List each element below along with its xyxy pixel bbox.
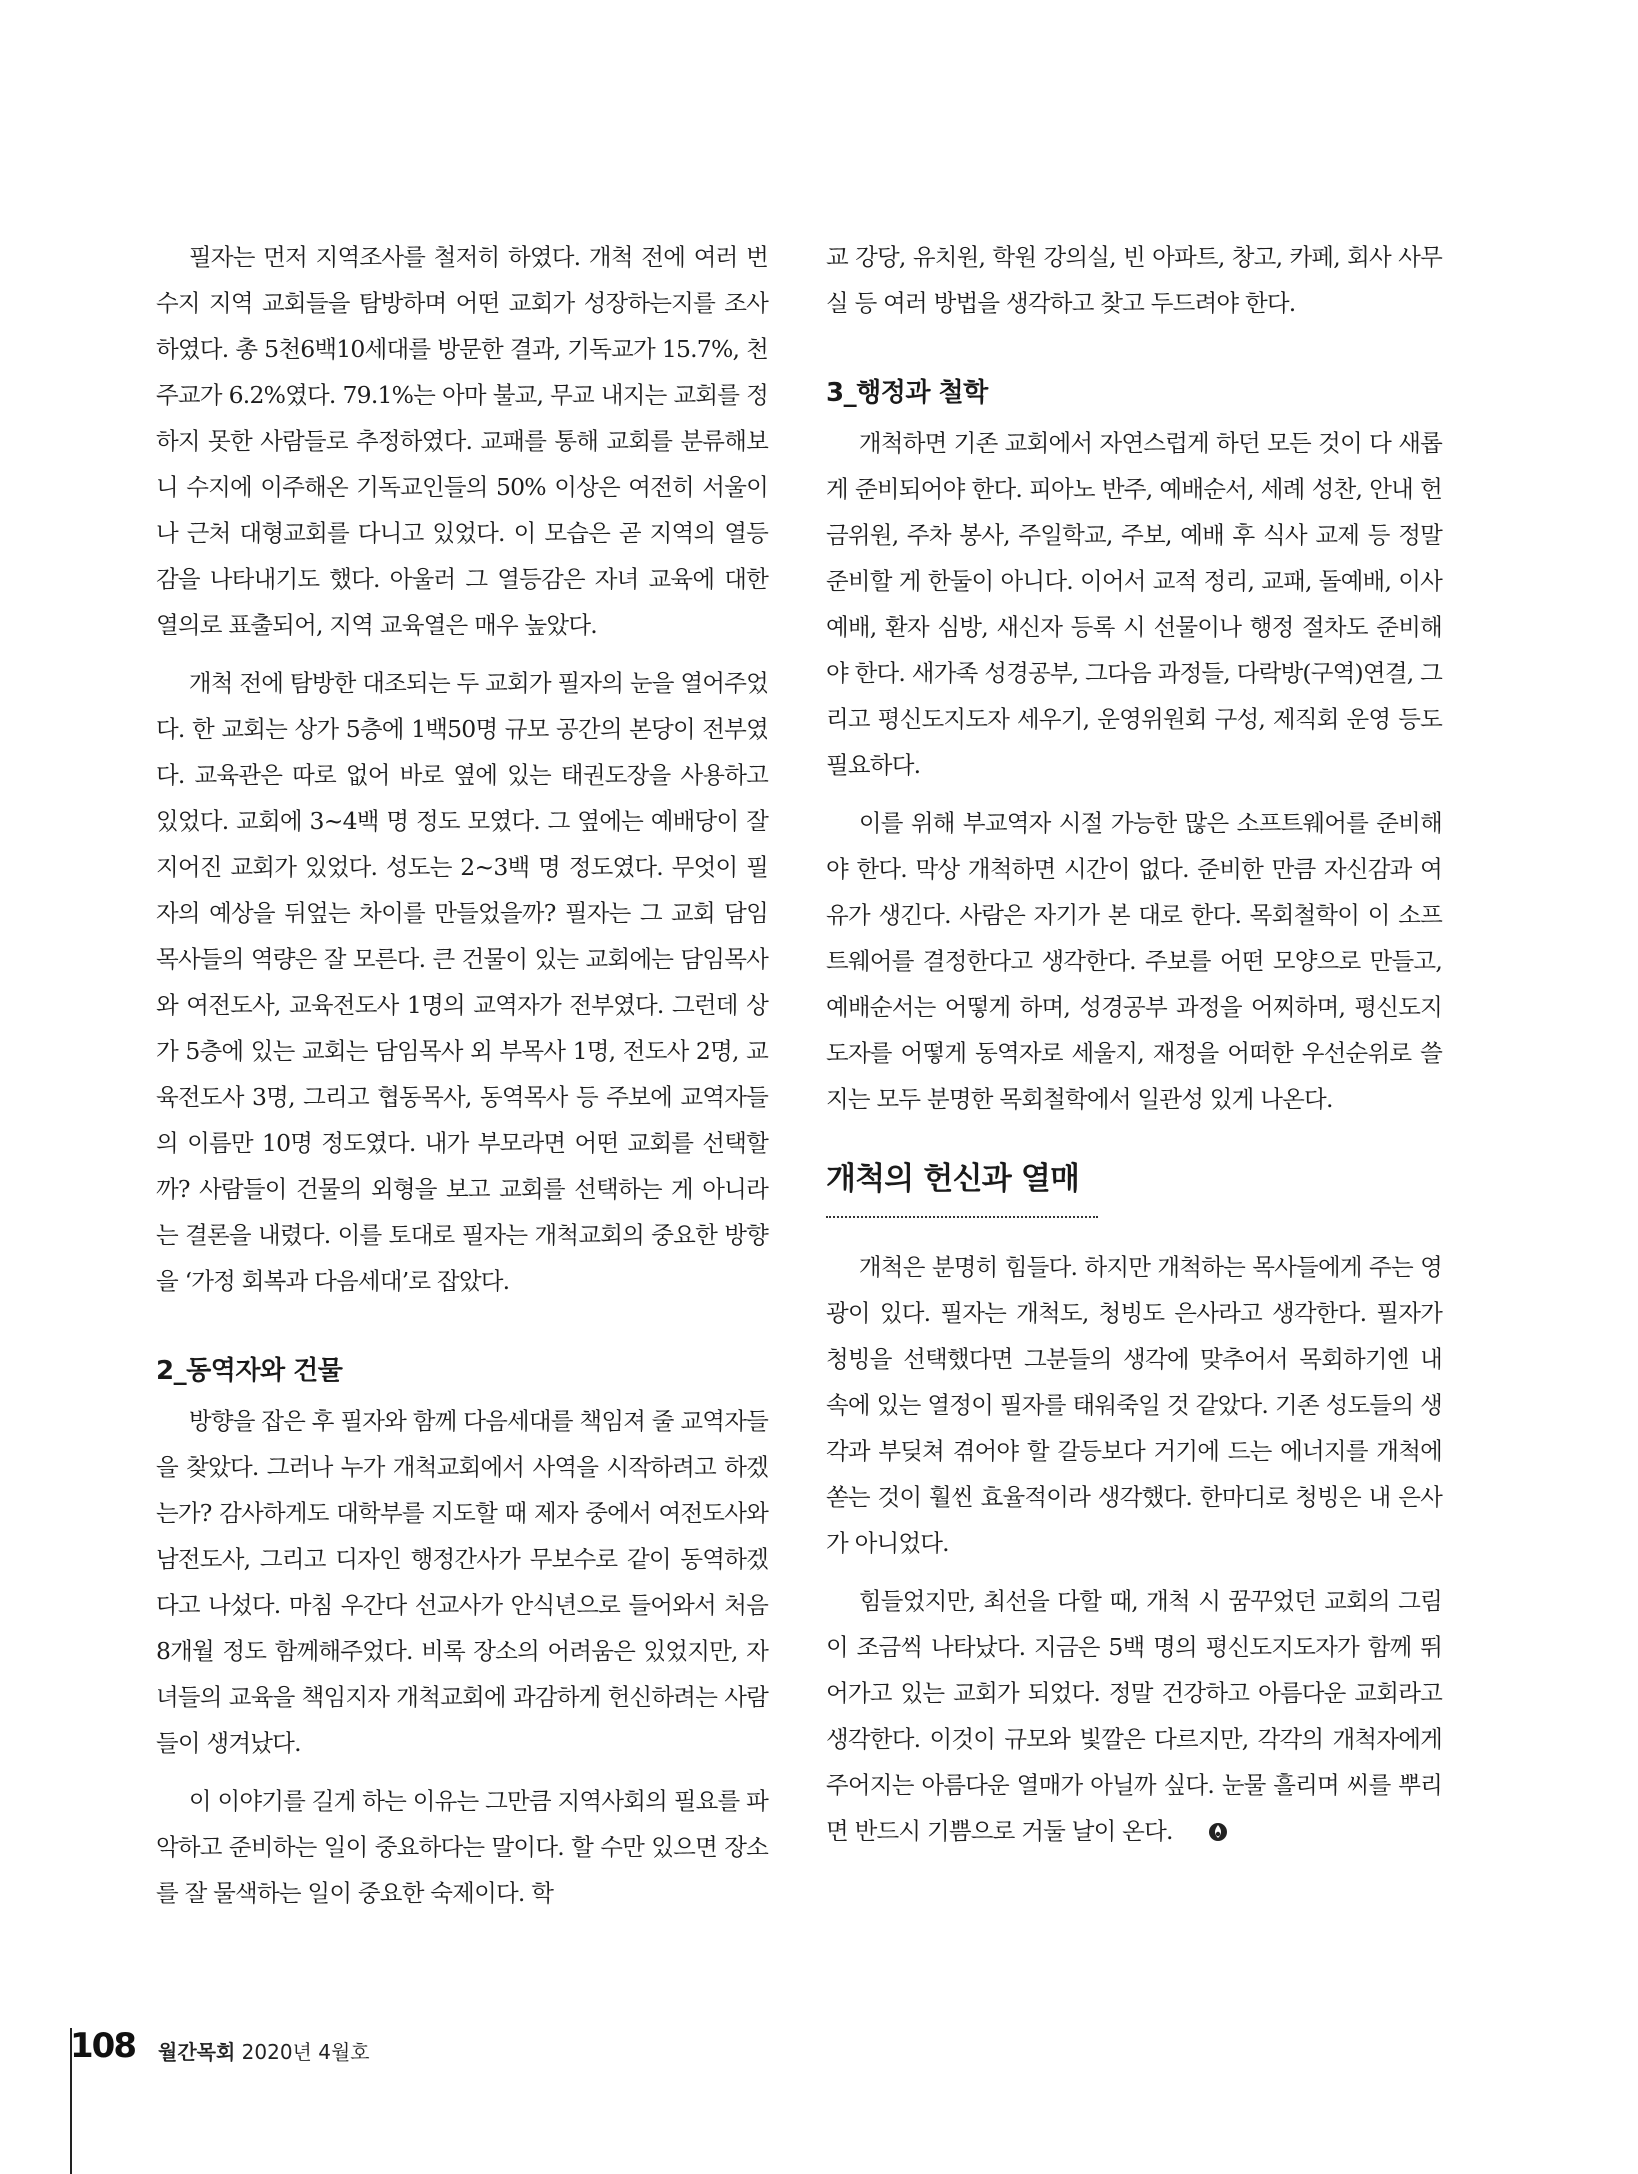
paragraph: 개척은 분명히 힘들다. 하지만 개척하는 목사들에게 주는 영광이 있다. 필자는 개척도, 청빙도 은사라고 생각한다. 필자가 청빙을 선택했다면 그분들의 생각에 맞추어서 목회하기엔 내 속에 있는 열정이 필자를 태워죽일 것 같았다. 기존 성도들의 생각과 부딪쳐 겪어야 할 갈등보다 거기에 드는 에너지를 개척에 쏟는 것이 훨씬 효율적이라 생각했다. 한마디로 청빙은 내 은사가 아니었다. bbox=[826, 1253, 1442, 1557]
paragraph: 이 이야기를 길게 하는 이유는 그만큼 지역사회의 필요를 파악하고 준비하는 일이 중요하다는 말이다. 할 수만 있으면 장소를 잘 물색하는 일이 중요한 숙제이다. 학 bbox=[156, 1787, 768, 1907]
subheading: 2_동역자와 건물 bbox=[156, 1356, 343, 1386]
end-mark-icon bbox=[1175, 1811, 1195, 1831]
subheading: 3_행정과 철학 bbox=[826, 378, 988, 408]
paragraph-continued: 교 강당, 유치원, 학원 강의실, 빈 아파트, 창고, 카페, 회사 사무실 등 여러 방법을 생각하고 찾고 두드려야 한다. bbox=[826, 243, 1442, 317]
magazine-name: 월간목회 bbox=[158, 2040, 236, 2064]
paragraph: 필자는 먼저 지역조사를 철저히 하였다. 개척 전에 여러 번 수지 지역 교회들을 탐방하며 어떤 교회가 성장하는지를 조사하였다. 총 5천6백10세대를 방문한 결과, 기독교가 15.7%, 천주교가 6.2%였다. 79.1%는 아마 불교, 무교 내지는 교회를 정하지 못한 사람들로 추정하였다. 교패를 통해 교회를 분류해보니 수지에 이주해온 기독교인들의 50% 이상은 여전히 서울이나 근처 대형교회를 다니고 있었다. 이 모습은 곧 지역의 열등감을 나타내기도 했다. 아울러 그 열등감은 자녀 교육에 대한 열의로 표출되어, 지역 교육열은 매우 높았다. bbox=[156, 243, 768, 639]
paragraph: 방향을 잡은 후 필자와 함께 다음세대를 책임져 줄 교역자들을 찾았다. 그러나 누가 개척교회에서 사역을 시작하려고 하겠는가? 감사하게도 대학부를 지도할 때 제자 중에서 여전도사와 남전도사, 그리고 디자인 행정간사가 무보수로 같이 동역하겠다고 나섰다. 마침 우간다 선교사가 안식년으로 들어와서 처음 8개월 정도 함께해주었다. 비록 장소의 어려움은 있었지만, 자녀들의 교육을 책임지자 개척교회에 과감하게 헌신하려는 사람들이 생겨났다. bbox=[156, 1407, 768, 1757]
paragraph: 개척하면 기존 교회에서 자연스럽게 하던 모든 것이 다 새롭게 준비되어야 한다. 피아노 반주, 예배순서, 세례 성찬, 안내 헌금위원, 주차 봉사, 주일학교, 주보, 예배 후 식사 교제 등 정말 준비할 게 한둘이 아니다. 이어서 교적 정리, 교패, 돌예배, 이사예배, 환자 심방, 새신자 등록 시 선물이나 행정 절차도 준비해야 한다. 새가족 성경공부, 그다음 과정들, 다락방(구역)연결, 그리고 평신도지도자 세우기, 운영위원회 구성, 제직회 운영 등도 필요하다. bbox=[826, 429, 1442, 779]
left-column bbox=[156, 234, 768, 1916]
paragraph: 이를 위해 부교역자 시절 가능한 많은 소프트웨어를 준비해야 한다. 막상 개척하면 시간이 없다. 준비한 만큼 자신감과 여유가 생긴다. 사람은 자기가 본 대로 한다. 목회철학이 이 소프트웨어를 결정한다고 생각한다. 주보를 어떤 모양으로 만들고, 예배순서는 어떻게 하며, 성경공부 과정을 어찌하며, 평신도지도자를 어떻게 동역자로 세울지, 재정을 어떠한 우선순위로 쓸지는 모두 분명한 목회철학에서 일관성 있게 나온다. bbox=[826, 809, 1442, 1113]
right-column bbox=[826, 234, 1442, 1854]
page-number: 108 bbox=[70, 2026, 135, 2066]
section-title: 개척의 헌신과 열매 bbox=[826, 1161, 1080, 1197]
paragraph: 개척 전에 탐방한 대조되는 두 교회가 필자의 눈을 열어주었다. 한 교회는 상가 5층에 1백50명 규모 공간의 본당이 전부였다. 교육관은 따로 없어 바로 옆에 있는 태권도장을 사용하고 있었다. 교회에 3~4백 명 정도 모였다. 그 옆에는 예배당이 잘 지어진 교회가 있었다. 성도는 2~3백 명 정도였다. 무엇이 필자의 예상을 뒤엎는 차이를 만들었을까? 필자는 그 교회 담임목사들의 역량은 잘 모른다. 큰 건물이 있는 교회에는 담임목사와 여전도사, 교육전도사 1명의 교역자가 전부였다. 그런데 상가 5층에 있는 교회는 담임목사 외 부목사 1명, 전도사 2명, 교육전도사 3명, 그리고 협동목사, 동역목사 등 주보에 교역자들의 이름만 10명 정도였다. 내가 부모라면 어떤 교회를 선택할까? 사람들이 건물의 외형을 보고 교회를 선택하는 게 아니라는 결론을 내렸다. 이를 토대로 필자는 개척교회의 중요한 방향을 ‘가정 회복과 다음세대’로 잡았다. bbox=[156, 669, 768, 1295]
issue-date: 2020년 4월호 bbox=[241, 2040, 370, 2064]
magazine-issue bbox=[158, 2036, 370, 2065]
paragraph-text: 힘들었지만, 최선을 다할 때, 개척 시 꿈꾸었던 교회의 그림이 조금씩 나타났다. 지금은 5백 명의 평신도지도자가 함께 뛰어가고 있는 교회가 되었다. 정말 건강하고 아름다운 교회라고 생각한다. 이것이 규모와 빛깔은 다르지만, 각각의 개척자에게 주어지는 아름다운 열매가 아닐까 싶다. 눈물 흘리며 씨를 뿌리면 반드시 기쁨으로 거둘 날이 온다. bbox=[826, 1587, 1442, 1845]
paragraph-final bbox=[826, 1578, 1442, 1854]
section-divider bbox=[826, 1216, 1098, 1218]
